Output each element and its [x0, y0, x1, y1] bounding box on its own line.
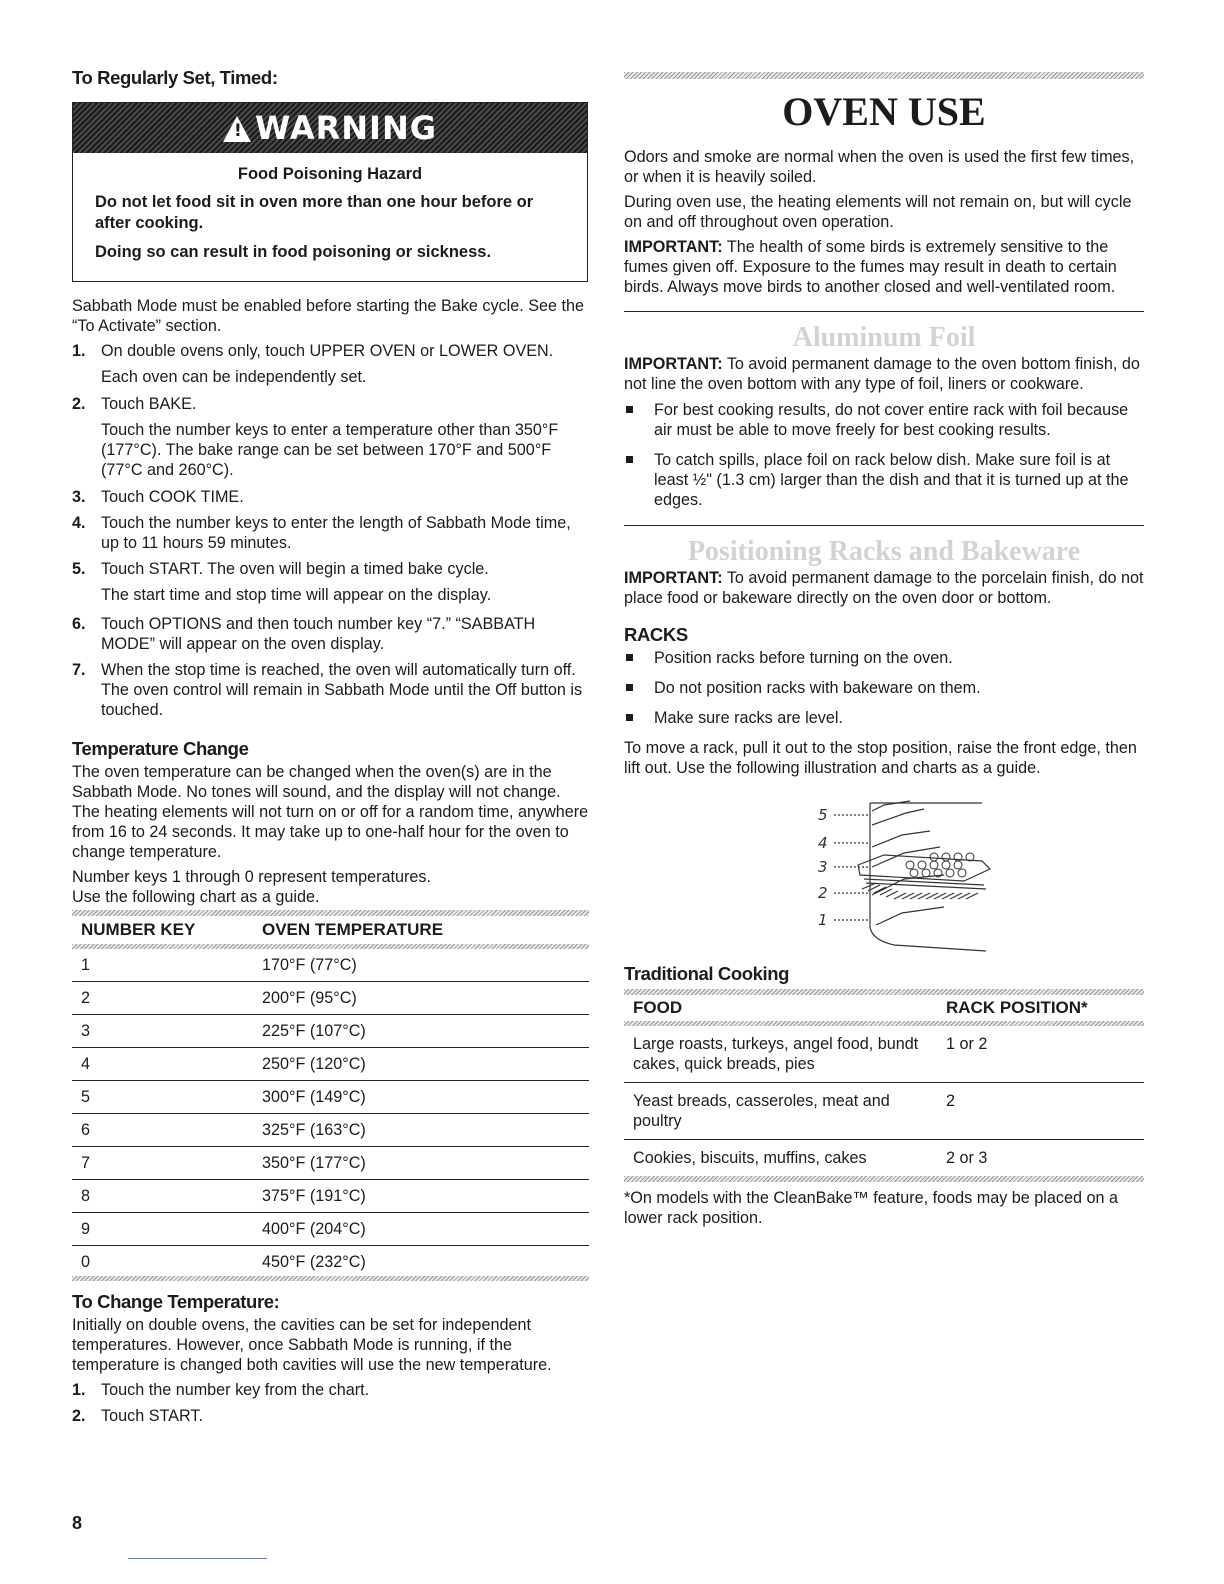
trad-table-bottom-rule: [624, 1176, 1144, 1182]
number-key-cell: 2: [72, 982, 253, 1015]
warning-box: [72, 102, 588, 282]
position-cell: 2: [937, 1083, 1144, 1140]
footer-line: [128, 1558, 267, 1559]
temperature-cell: 300°F (149°C): [253, 1081, 589, 1114]
table-row: [72, 949, 589, 982]
table-row: [72, 1081, 589, 1114]
foil-bullet-2: To catch spills, place foil on rack below dish. Make sure foil is at least ½" (1.3 cm) larger than the dish and that it is turned up at the edges.: [624, 450, 1144, 510]
table-row: [72, 1015, 589, 1048]
racks-bullet-3: Make sure racks are level.: [624, 708, 1144, 728]
step-1: 1. On double ovens only, touch UPPER OVEN or LOWER OVEN.: [72, 342, 554, 360]
table-row: [72, 1180, 589, 1213]
temperature-change-heading: Temperature Change: [72, 738, 249, 759]
temperature-cell: 200°F (95°C): [253, 982, 589, 1015]
temperature-change-text: The oven temperature can be changed when the oven(s) are in the Sabbath Mode. No tones will sound, and the display will not change. The heating elements will not turn on or off for a random time, anywhere from 16 to 24 seconds. It may take up to one-half hour for the oven to change temperature.: [72, 763, 589, 861]
hazard-title: Food Poisoning Hazard: [237, 165, 423, 183]
racks-subheading: RACKS: [624, 624, 688, 645]
bullet-square-icon: [624, 400, 654, 440]
food-cell: Yeast breads, casseroles, meat and poultry: [624, 1083, 937, 1140]
temperature-cell: 375°F (191°C): [253, 1180, 589, 1213]
foil-bullet-1: For best cooking results, do not cover entire rack with foil because air must be able to move freely for best cooking results.: [624, 400, 1144, 440]
racks-move-text: To move a rack, pull it out to the stop position, raise the front edge, then lift out. Use the following illustration and charts as a guide.: [624, 739, 1137, 777]
temp-keys-line-1: Number keys 1 through 0 represent temperatures.: [72, 868, 432, 886]
bullet-square-icon: [624, 648, 654, 668]
number-key-cell: 3: [72, 1015, 253, 1048]
warning-banner: [73, 103, 587, 153]
racks-bullet-1: Position racks before turning on the oven.: [624, 648, 1144, 668]
page-title: OVEN USE: [782, 89, 986, 134]
table-row: [72, 1114, 589, 1147]
col-number-key: NUMBER KEY: [81, 920, 196, 939]
food-cell: Large roasts, turkeys, angel food, bundt cakes, quick breads, pies: [624, 1026, 937, 1083]
warning-banner-text: WARNING: [255, 109, 437, 147]
position-cell: 2 or 3: [946, 1149, 988, 1167]
table-row: [624, 1140, 1144, 1177]
change-step-1: 1. Touch the number key from the chart.: [72, 1381, 370, 1399]
number-key-cell: 0: [81, 1252, 91, 1271]
step-6: 6. Touch OPTIONS and then touch number key “7.” “SABBATH MODE” will appear on the oven display.: [72, 615, 536, 653]
table-bottom-rule: [72, 1276, 589, 1281]
temperature-table-header: [72, 916, 589, 944]
intro-p3: IMPORTANT: The health of some birds is extremely sensitive to the fumes given off. Exposure to the fumes may result in death to certain birds. Always move birds to another closed and well-ventilated room.: [624, 238, 1117, 296]
step-3: 3. Touch COOK TIME.: [72, 488, 244, 506]
temperature-table: [72, 916, 589, 1278]
rack-label-4: 4: [818, 834, 828, 852]
timed-body: [72, 296, 590, 1426]
bullet-square-icon: [624, 450, 654, 510]
steps-list: [72, 341, 590, 720]
cleanbake-footnote: *On models with the CleanBake™ feature, foods may be placed on a lower rack position.: [624, 1189, 1119, 1227]
racks-important: IMPORTANT: To avoid permanent damage to the porcelain finish, do not place food or bakeware directly on the oven door or bottom.: [624, 569, 1144, 607]
foil-divider: [624, 311, 1144, 312]
rack-label-3: 3: [818, 858, 828, 876]
temperature-cell: 250°F (120°C): [253, 1048, 589, 1081]
step-4: 4. Touch the number keys to enter the length of Sabbath Mode time, up to 11 hours 59 minutes.: [72, 514, 571, 552]
page-number: 8: [72, 1513, 83, 1533]
step-2: 2. Touch BAKE.: [72, 395, 197, 413]
temperature-table-body: [72, 949, 589, 1278]
table-row: [72, 982, 589, 1015]
oven-rack-diagram: [814, 795, 1014, 965]
rack-illustration: [624, 783, 1144, 963]
intro-p2: During oven use, the heating elements will not remain on, but will cycle on and off throughout oven operation.: [624, 193, 1132, 231]
temperature-cell: 325°F (163°C): [253, 1114, 589, 1147]
table-row: [72, 1048, 589, 1081]
racks-bullet-2: Do not position racks with bakeware on them.: [624, 678, 1144, 698]
table-row: [72, 1246, 589, 1279]
aluminum-foil-heading: Aluminum Foil: [792, 322, 976, 353]
temperature-cell: 225°F (107°C): [253, 1015, 589, 1048]
table-row: [624, 1083, 1144, 1140]
col-oven-temperature: OVEN TEMPERATURE: [262, 920, 444, 939]
rack-label-2: 2: [818, 884, 828, 902]
step-2-sub: Touch the number keys to enter a temperature other than 350°F (177°C). The bake range can be set between 170°F and 500°F (77°C and 260°C).: [101, 421, 559, 479]
right-body: [624, 147, 1144, 1233]
traditional-cooking-heading: Traditional Cooking: [624, 963, 790, 984]
title-top-rule: [624, 72, 1144, 79]
step-7: 7. When the stop time is reached, the oven will automatically turn off. The oven control will remain in Sabbath Mode until the Off button is touched.: [72, 661, 583, 719]
col-rack-position: RACK POSITION*: [946, 998, 1088, 1017]
step-5-sub: The start time and stop time will appear on the display.: [101, 586, 492, 604]
number-key-cell: 6: [72, 1114, 253, 1147]
step-5: 5. Touch START. The oven will begin a timed bake cycle.: [72, 560, 489, 578]
rack-label-1: 1: [818, 911, 828, 929]
step-1-sub: Each oven can be independently set.: [101, 368, 367, 386]
number-key-cell: 1: [72, 949, 253, 982]
warning-line-2: Doing so can result in food poisoning or sickness.: [95, 243, 492, 261]
bullet-square-icon: [624, 678, 654, 698]
positioning-racks-heading: Positioning Racks and Bakeware: [687, 536, 1081, 567]
table-row: [624, 1026, 1144, 1083]
traditional-cooking-table: [624, 995, 1144, 1176]
number-key-cell: 9: [72, 1213, 253, 1246]
trad-table-header: [624, 995, 1144, 1021]
racks-divider: [624, 525, 1144, 526]
number-key-cell: 7: [72, 1147, 253, 1180]
temperature-cell: 350°F (177°C): [253, 1147, 589, 1180]
intro-p1: Odors and smoke are normal when the oven is used the first few times, or when it is heavily soiled.: [624, 148, 1135, 186]
warning-line-1: Do not let food sit in oven more than one hour before or after cooking.: [95, 193, 534, 232]
col-food: FOOD: [633, 998, 683, 1017]
bullet-square-icon: [624, 708, 654, 728]
number-key-cell: 4: [72, 1048, 253, 1081]
sabbath-intro: Sabbath Mode must be enabled before starting the Bake cycle. See the “To Activate” section.: [72, 297, 585, 335]
foil-important: IMPORTANT: To avoid permanent damage to the oven bottom finish, do not line the oven bottom with any type of foil, liners or cookware.: [624, 355, 1140, 393]
table-row: [72, 1213, 589, 1246]
temperature-cell: 170°F (77°C): [253, 949, 589, 982]
position-cell: 1 or 2: [937, 1026, 1144, 1083]
food-cell: Cookies, biscuits, muffins, cakes: [633, 1149, 867, 1167]
temp-keys-line-2: Use the following chart as a guide.: [72, 888, 320, 906]
number-key-cell: 8: [72, 1180, 253, 1213]
warning-triangle-icon: !: [223, 116, 251, 142]
temperature-cell: 400°F (204°C): [253, 1213, 589, 1246]
change-step-2: 2. Touch START.: [72, 1407, 203, 1425]
change-temperature-heading: To Change Temperature:: [72, 1291, 280, 1312]
table-row: [72, 1147, 589, 1180]
change-temperature-text: Initially on double ovens, the cavities can be set for independent temperatures. However, once Sabbath Mode is running, if the temperature is changed both cavities will use the new temperature.: [72, 1316, 552, 1374]
number-key-cell: 5: [72, 1081, 253, 1114]
rack-label-5: 5: [818, 806, 828, 824]
timed-heading: To Regularly Set, Timed:: [72, 67, 278, 88]
temperature-cell: 450°F (232°C): [262, 1252, 366, 1271]
